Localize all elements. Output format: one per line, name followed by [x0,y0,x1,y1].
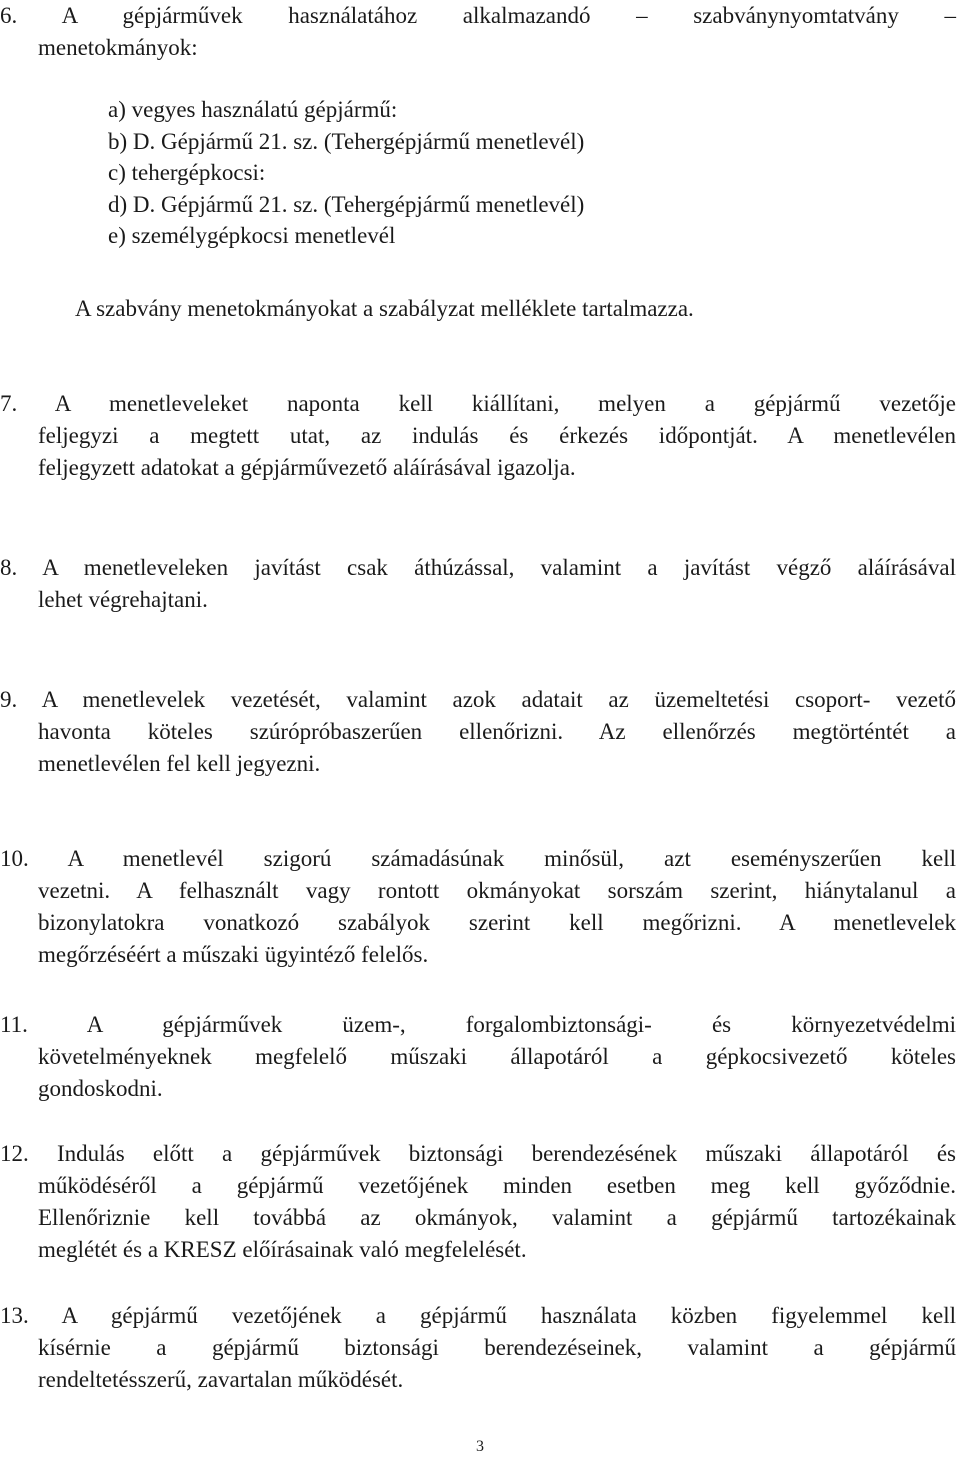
section-7-line-2: feljegyzi a megtett utat, az indulás és érkezés időpontját. A menetlevélen [38,423,956,448]
list-item-e: e) személygépkocsi menetlevél [108,223,396,248]
section-7-line-3: feljegyzett adatokat a gépjárművezető aláírásával igazolja. [38,455,576,480]
list-item-d: d) D. Gépjármű 21. sz. (Tehergépjármű menetlevél) [108,191,585,217]
section-11 [0,1009,956,1105]
list-item-c: c) tehergépkocsi: [108,160,266,185]
section-10-line-2: vezetni. A felhasznált vagy rontott okmányokat sorszám szerint, hiánytalanul a [38,878,956,903]
section-13-line-3: rendeltetésszerű, zavartalan működését. [38,1367,404,1392]
section-9-line-3: menetlevélen fel kell jegyezni. [38,751,321,776]
section-8 [0,552,956,616]
section-13 [0,1300,956,1396]
section-9 [0,684,956,780]
section-12-line-1: 12. Indulás előtt a gépjárművek biztonsági berendezésének műszaki állapotáról és [0,1141,956,1166]
section-12-line-4: meglétét és a KRESZ előírásainak való megfelelését. [38,1237,527,1262]
section-13-line-2: kísérnie a gépjármű biztonsági berendezéseinek, valamint a gépjármű [38,1335,956,1360]
page-number: 3 [476,1438,484,1455]
section-10-line-4: megőrzéséért a műszaki ügyintéző felelős. [38,942,429,967]
section-7-line-1: 7. A menetleveleket naponta kell kiállítani, melyen a gépjármű vezetője [0,391,956,416]
section-9-line-2: havonta köteles szúrópróbaszerűen ellenőrizni. Az ellenőrzés megtörténtét a [38,719,956,744]
section-10-line-3: bizonylatokra vonatkozó szabályok szerint kell megőrizni. A menetlevelek [38,910,956,935]
section-13-line-1: 13. A gépjármű vezetőjének a gépjármű használata közben figyelemmel kell [0,1303,956,1328]
section-10-line-1: 10. A menetlevél szigorú számadásúnak minősül, azt eseményszerűen kell [0,846,956,871]
section-11-line-1: 11. A gépjárművek üzem-, forgalombiztonsági- és környezetvédelmi [0,1012,956,1037]
section-11-line-3: gondoskodni. [38,1076,163,1101]
section-6-note: A szabvány menetokmányokat a szabályzat melléklete tartalmazza. [75,296,694,321]
section-12-line-2: működéséről a gépjármű vezetőjének minden esetben meg kell győződnie. [38,1173,956,1198]
section-8-line-2: lehet végrehajtani. [38,587,208,612]
section-12 [0,1138,956,1266]
list-item-a: a) vegyes használatú gépjármű: [108,97,398,122]
list-item-b: b) D. Gépjármű 21. sz. (Tehergépjármű menetlevél) [108,128,585,154]
section-6-list [108,94,808,252]
section-7 [0,388,956,484]
section-12-line-3: Ellenőriznie kell továbbá az okmányok, valamint a gépjármű tartozékainak [38,1205,956,1230]
section-6 [0,0,956,64]
section-11-line-2: követelményeknek megfelelő műszaki állapotáról a gépkocsivezető köteles [38,1044,956,1069]
section-9-line-1: 9. A menetlevelek vezetését, valamint azok adatait az üzemeltetési csoport- vezető [0,687,956,712]
section-10 [0,843,956,971]
section-6-line-2: menetokmányok: [38,35,198,60]
section-8-line-1: 8. A menetleveleken javítást csak áthúzással, valamint a javítást végző aláírásával [0,555,956,580]
section-6-line-1: 6. A gépjárművek használatához alkalmazandó – szabványnyomtatvány – [0,3,956,28]
